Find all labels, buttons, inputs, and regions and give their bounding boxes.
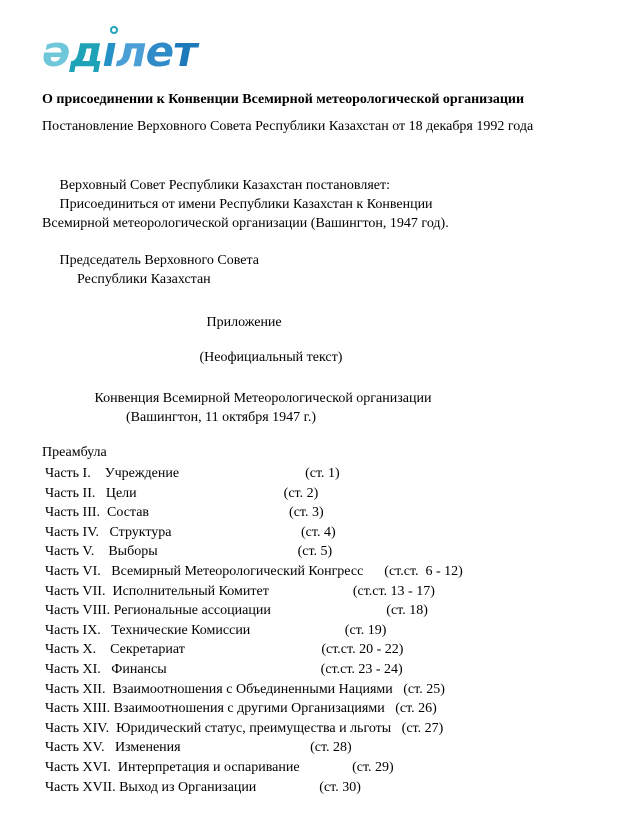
toc-line: Часть V. Выборы (ст. 5) xyxy=(45,544,333,560)
resolution-text xyxy=(42,176,612,233)
toc-line: Часть III. Состав (ст. 3) xyxy=(45,505,324,521)
logo-letter: л xyxy=(115,27,146,76)
toc-line: Часть X. Секретариат (ст.ст. 20 - 22) xyxy=(45,642,404,658)
logo-letter: т xyxy=(173,27,197,76)
toc-line: Часть XIII. Взаимоотношения с другими Организациями (ст. 26) xyxy=(45,701,437,717)
toc-line: Часть IV. Структура (ст. 4) xyxy=(45,524,336,540)
signature-line: Республики Казахстан xyxy=(42,272,211,287)
toc-line: Часть XIV. Юридический статус, преимущества и льготы (ст. 27) xyxy=(45,720,444,736)
logo-letter: е xyxy=(145,27,174,76)
resolution-line: Всемирной метеорологической организации (Вашингтон, 1947 год). xyxy=(42,216,449,231)
toc-line: Часть XVI. Интерпретация и оспаривание (ст. 29) xyxy=(45,759,394,775)
logo-letter-i: ı xyxy=(102,27,116,76)
signature-block xyxy=(42,251,612,289)
logo-letter: ә xyxy=(42,27,70,76)
convention-subtitle: (Вашингтон, 11 октября 1947 г.) xyxy=(42,410,317,425)
logo-letter: д xyxy=(69,27,103,76)
toc-line: Часть XV. Изменения (ст. 28) xyxy=(45,740,352,756)
convention-title: Конвенция Всемирной Метеорологической организации xyxy=(42,391,432,406)
annex-note: (Неофициальный текст) xyxy=(42,350,343,365)
table-of-contents xyxy=(45,464,612,797)
toc-line: Часть XII. Взаимоотношения с Объединенными Нациями (ст. 25) xyxy=(45,681,445,697)
annex-label: Приложение xyxy=(42,315,282,330)
resolution-line: Присоединиться от имени Республики Казахстан к Конвенции xyxy=(42,197,433,212)
toc-line: Часть I. Учреждение (ст. 1) xyxy=(45,466,340,481)
resolution-line: Верховный Совет Республики Казахстан постановляет: xyxy=(42,178,390,193)
toc-line: Часть XVII. Выход из Организации (ст. 30) xyxy=(45,779,361,795)
toc-preamble: Преамбула xyxy=(42,445,107,460)
toc-line: Часть VI. Всемирный Метеорологический Конгресс (ст.ст. 6 - 12) xyxy=(45,563,463,579)
toc-line: Часть II. Цели (ст. 2) xyxy=(45,485,319,501)
document-subtitle: Постановление Верховного Совета Республики Казахстан от 18 декабря 1992 года xyxy=(42,119,534,134)
toc-line: Часть VIII. Региональные ассоциации (ст. 18) xyxy=(45,603,428,619)
adilet-logo[interactable] xyxy=(42,26,612,78)
signature-line: Председатель Верховного Совета xyxy=(42,253,259,268)
toc-line: Часть XI. Финансы (ст.ст. 23 - 24) xyxy=(45,661,403,677)
document-title: О присоединении к Конвенции Всемирной метеорологической организации xyxy=(42,92,525,107)
toc-line: Часть IX. Технические Комиссии (ст. 19) xyxy=(45,622,387,638)
toc-line: Часть VII. Исполнительный Комитет (ст.ст. 13 - 17) xyxy=(45,583,435,599)
